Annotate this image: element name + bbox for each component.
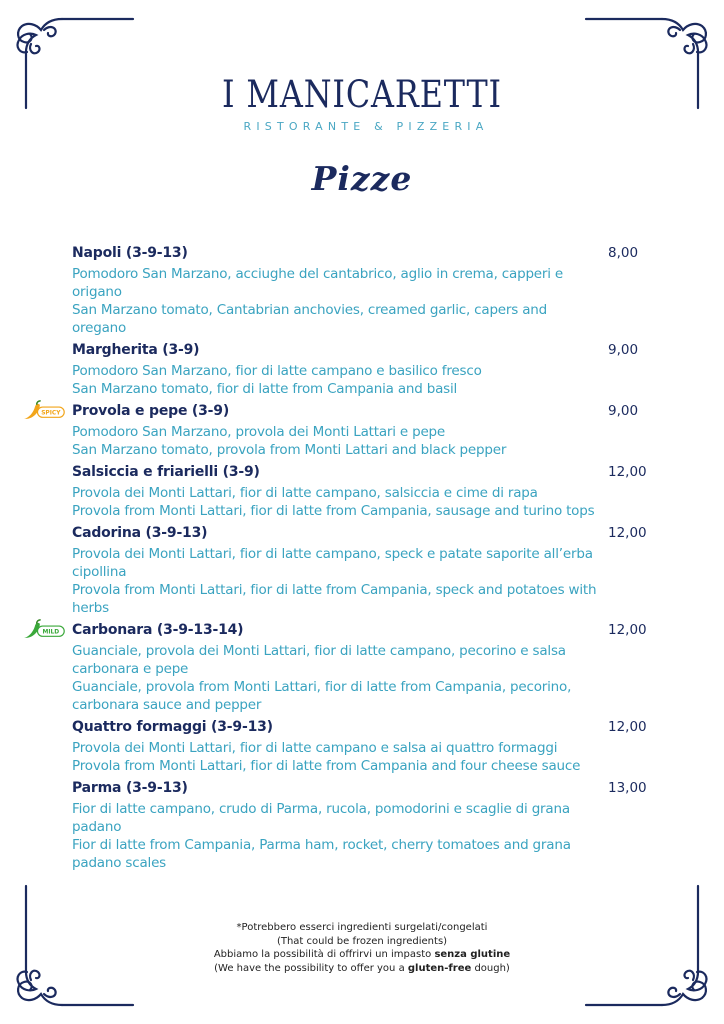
description-line: Fior di latte campano, crudo di Parma, rucola, pomodorini e scaglie di grana xyxy=(72,801,570,817)
footer-notes xyxy=(0,921,724,975)
menu-item-price: 12,00 xyxy=(608,464,647,480)
description-line: Guanciale, provola from Monti Lattari, fior di latte from Campania, pecorino, xyxy=(72,679,572,695)
menu-item xyxy=(72,778,652,875)
description-line: origano xyxy=(72,284,122,300)
description-line: Provola from Monti Lattari, fior di latte from Campania, sausage and turino tops xyxy=(72,503,595,519)
description-line: cipollina xyxy=(72,564,127,580)
menu-item-description xyxy=(72,543,604,620)
menu-item xyxy=(42,620,652,717)
description-line: carbonara sauce and pepper xyxy=(72,697,262,713)
description-line: Provola dei Monti Lattari, fior di latte campano e salsa ai quattro formaggi xyxy=(72,740,558,756)
menu-item-description xyxy=(72,360,604,401)
description-line: Provola dei Monti Lattari, fior di latte campano, speck e patate saporite all’erba xyxy=(72,546,593,562)
spicy-chili-badge xyxy=(15,400,71,422)
menu-item-price: 9,00 xyxy=(608,403,639,419)
description-line: carbonara e pepe xyxy=(72,661,189,677)
menu-item-name: Salsiccia e friarielli (3-9) xyxy=(72,464,260,480)
menu-item-price: 9,00 xyxy=(608,342,639,358)
menu-item-price: 12,00 xyxy=(608,622,647,638)
menu-item-name: Napoli (3-9-13) xyxy=(72,245,188,261)
pizza-menu-list xyxy=(41,243,652,875)
frozen-note-it: *Potrebbero esserci ingredienti surgelati/congelati xyxy=(236,922,488,933)
description-line: Pomodoro San Marzano, fior di latte campano e basilico fresco xyxy=(72,363,482,379)
menu-item-description xyxy=(72,482,604,523)
description-line: Guanciale, provola dei Monti Lattari, fior di latte campano, pecorino e salsa xyxy=(72,643,566,659)
gluten-note-en: (We have the possibility to offer you a gluten-free dough) xyxy=(214,962,510,974)
description-line: Fior di latte from Campania, Parma ham, rocket, cherry tomatoes and grana xyxy=(72,837,571,853)
menu-item-name: Quattro formaggi (3-9-13) xyxy=(72,719,273,735)
menu-item xyxy=(72,523,652,620)
description-line: Provola from Monti Lattari, fior di latte from Campania and four cheese sauce xyxy=(72,758,581,774)
section-title: Pizze xyxy=(311,159,413,198)
description-line: Provola from Monti Lattari, fior di latte from Campania, speck and potatoes with xyxy=(72,582,597,598)
badge-label: SPICY xyxy=(41,410,61,417)
mild-chili-badge xyxy=(15,619,71,641)
restaurant-name: I MANICARETTI xyxy=(222,73,502,116)
menu-item-name: Carbonara (3-9-13-14) xyxy=(72,622,244,638)
menu-item-name: Provola e pepe (3-9) xyxy=(72,403,230,419)
description-line: padano scales xyxy=(72,855,167,871)
menu-item-name: Parma (3-9-13) xyxy=(72,780,188,796)
description-line: San Marzano tomato, provola from Monti Lattari and black pepper xyxy=(72,442,507,458)
menu-item xyxy=(72,462,652,523)
menu-item-price: 12,00 xyxy=(608,525,647,541)
frozen-note-en: (That could be frozen ingredients) xyxy=(276,935,448,947)
menu-item-description xyxy=(72,737,604,778)
menu-item-description xyxy=(72,421,604,462)
restaurant-subtitle: RISTORANTE & PIZZERIA xyxy=(243,120,489,133)
description-line: padano xyxy=(72,819,122,835)
description-line: herbs xyxy=(72,600,110,616)
menu-item xyxy=(72,717,652,778)
menu-item xyxy=(72,243,652,340)
badge-label: MILD xyxy=(42,629,60,636)
menu-item xyxy=(41,401,652,462)
menu-item-price: 8,00 xyxy=(608,245,639,261)
menu-item-price: 12,00 xyxy=(608,719,647,735)
menu-item xyxy=(72,340,652,401)
description-line: oregano xyxy=(72,320,127,336)
menu-item-description xyxy=(72,640,604,717)
menu-item-name: Cadorina (3-9-13) xyxy=(72,525,208,541)
description-line: San Marzano tomato, fior di latte from Campania and basil xyxy=(72,381,458,397)
gluten-note-it: Abbiamo la possibilità di offrirvi un impasto senza glutine xyxy=(213,949,511,960)
description-line: Provola dei Monti Lattari, fior di latte campano, salsiccia e cime di rapa xyxy=(72,485,538,501)
description-line: Pomodoro San Marzano, provola dei Monti Lattari e pepe xyxy=(72,424,446,440)
menu-item-price: 13,00 xyxy=(608,780,647,796)
menu-item-name: Margherita (3-9) xyxy=(72,342,200,358)
menu-item-description xyxy=(72,798,604,875)
description-line: Pomodoro San Marzano, acciughe del cantabrico, aglio in crema, capperi e xyxy=(72,266,564,282)
menu-item-description xyxy=(72,263,604,340)
description-line: San Marzano tomato, Cantabrian anchovies, creamed garlic, capers and xyxy=(72,302,547,318)
